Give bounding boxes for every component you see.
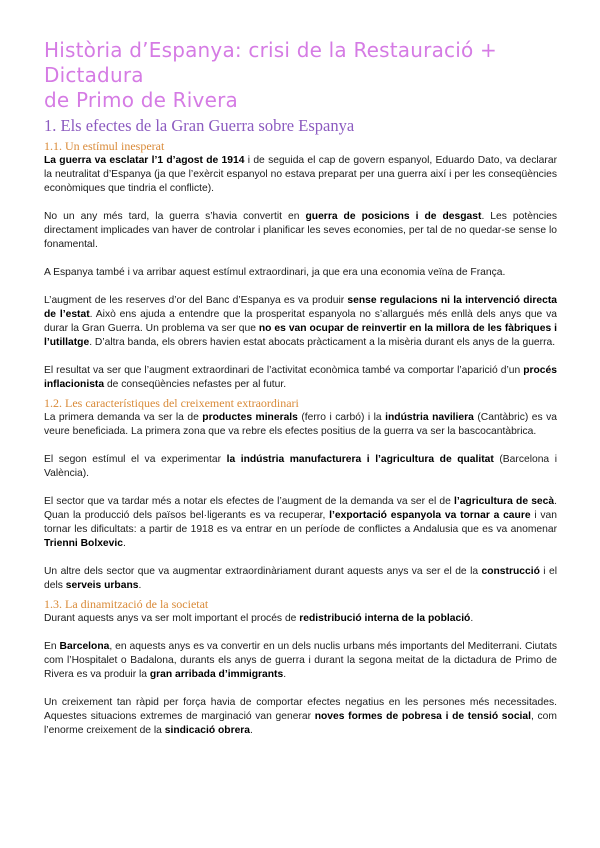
section-heading-1: 1. Els efectes de la Gran Guerra sobre Espanya	[44, 116, 355, 135]
paragraph-8: El sector que va tardar més a notar els efectes de l’augment de la demanda va ser el de l’agricultura de secà. Quan la producció dels països bel·ligerants es va recuperar, l’exportació espanyola va tornar a caure i van tornar les dificultats: a partir de 1918 es va entrar en un període de conflictes a Andalusia que es va anomenar Trienni Bolxevic.	[44, 496, 557, 549]
paragraph-10: Durant aquests anys va ser molt important el procés de redistribució interna de la població.	[44, 613, 474, 624]
paragraph-1: La guerra va esclatar l’1 d’agost de 1914 i de seguida el cap de govern espanyol, Eduardo Dato, va declarar la neutralitat d’Espanya (ja que l’exèrcit espanyol no estava preparat per una guerra així i per les conseqüències econòmiques que tindria el conflicte).	[44, 155, 557, 194]
subsection-heading-1-2: 1.2. Les característiques del creixement extraordinari	[44, 396, 299, 410]
paragraph-5: El resultat va ser que l’augment extraordinari de l’activitat econòmica també va comportar l’aparició d’un procés inflacionista de conseqüències nefastes per al futur.	[44, 365, 557, 390]
paragraph-9: Un altre dels sector que va augmentar extraordinàriament durant aquests anys va ser el de la construcció i el dels serveis urbans.	[44, 566, 557, 591]
paragraph-11: En Barcelona, en aquests anys es va convertir en un dels nuclis urbans més importants del Mediterrani. Ciutats com l’Hospitalet o Badalona, durants els anys de guerra i durant la segona meitat de la dictadura de Primo de Rivera es va produir la gran arribada d’immigrants.	[44, 641, 557, 680]
bold-text: Trienni Bolxevic	[44, 538, 123, 549]
document-page	[44, 38, 557, 752]
bold-text: construcció	[481, 566, 540, 577]
bold-text: Barcelona	[59, 641, 110, 652]
subsection-heading-1-3: 1.3. La dinamització de la societat	[44, 597, 209, 611]
bold-text: indústria naviliera	[385, 412, 474, 423]
paragraph-12: Un creixement tan ràpid per força havia de comportar efectes negatius en les persones més necessitades. Aquestes situacions extremes de marginació van generar noves formes de pobresa i de tensió social, com l’enorme creixement de la sindicació obrera.	[44, 697, 557, 736]
bold-text: noves formes de pobresa i de tensió social	[314, 711, 531, 722]
paragraph-6: La primera demanda va ser la de productes minerals (ferro i carbó) i la indústria naviliera (Cantàbric) es va veure beneficiada. La primera zona que va rebre els efectes positius de la guerra va ser la bascocantàbrica.	[44, 412, 557, 437]
bold-text: serveis urbans	[65, 580, 139, 591]
bold-text: sense regulacions ni la intervenció directa de l’estat	[44, 295, 558, 320]
bold-text: l’exportació espanyola va tornar a caure	[329, 510, 531, 521]
paragraph-7: El segon estímul el va experimentar la indústria manufacturera i l’agricultura de qualitat (Barcelona i València).	[44, 454, 557, 479]
bold-text: no es van ocupar de reinvertir en la millora de les fàbriques i l’utillatge	[44, 323, 557, 348]
bold-text: gran arribada d’immigrants	[149, 669, 284, 680]
bold-text: guerra de posicions i de desgast	[305, 211, 482, 222]
bold-text: procés inflacionista	[44, 365, 557, 390]
bold-text: sindicació obrera	[164, 725, 251, 736]
title-line-2: de Primo de Rivera	[44, 88, 238, 112]
document-title	[44, 38, 557, 113]
bold-text: productes minerals	[202, 412, 298, 423]
paragraph-2: No un any més tard, la guerra s’havia convertit en guerra de posicions i de desgast. Les potències directament implicades van haver de controlar i planificar les seves economies, per tal de no quedar-se sense lo fonamental.	[44, 211, 557, 250]
title-line-1: Història d’Espanya: crisi de la Restauració + Dictadura	[44, 38, 497, 87]
bold-text: La guerra va esclatar l’1 d’agost de 1914	[44, 155, 245, 166]
bold-text: l’agricultura de secà	[453, 496, 555, 507]
paragraph-4: L’augment de les reserves d’or del Banc d’Espanya es va produir sense regulacions ni la intervenció directa de l’estat. Això ens ajuda a entendre que la prosperitat espanyola no s’allargués més enllà dels anys que va durar la Gran Guerra. Un problema va ser que no es van ocupar de reinvertir en la millora de les fàbriques i l’utillatge. D’altra banda, els obrers havien estat abocats pràcticament a la misèria durant els anys de la guerra.	[44, 295, 558, 348]
bold-text: la indústria manufacturera i l’agricultura de qualitat	[226, 454, 494, 465]
subsection-heading-1-1: 1.1. Un estímul inesperat	[44, 139, 165, 153]
bold-text: redistribució interna de la població	[299, 613, 471, 624]
paragraph-3: A Espanya també i va arribar aquest estímul extraordinari, ja que era una economia veïna de França.	[44, 267, 506, 278]
